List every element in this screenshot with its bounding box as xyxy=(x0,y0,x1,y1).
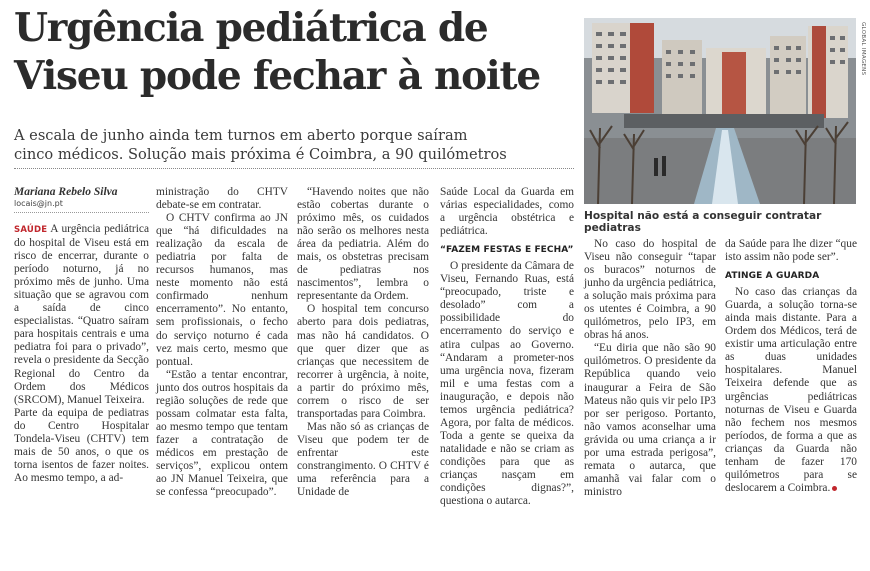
paragraph: ministração do CHTV debate-se em contratar. xyxy=(156,186,288,212)
article-column-6 xyxy=(725,238,857,495)
paragraph: Parte da equipa de pediatras do Centro Hospitalar Tondela-Viseu (CHTV) tem mais de 50 anos, o que os torna isentos de fazer noites. Ao mesmo tempo, a ad- xyxy=(14,406,149,484)
headline-line-1: Urgência pediátrica de xyxy=(14,5,488,51)
paragraph: O CHTV confirma ao JN que “há dificuldades na realização da escala de pediatria por falta de recursos humanos, mas neste momento não está confirmado nenhum encerramento”. No entanto, sem profissionais, o fecho do serviço noturno é cada vez mais certo, mesmo que pontual. xyxy=(156,212,288,368)
hospital-photo xyxy=(584,18,856,204)
article-column-1 xyxy=(14,223,149,485)
paragraph: “Eu diria que não são 90 quilómetros. O presidente da República quando veio inaugurar a Feira de São Mateus não quis vir pelo IP3 por ser perigoso. Portanto, não vamos aconselhar uma grávida ou uma criança a ir por uma estrada perigosa”, remata o autarca, que amanhã vai falar com o ministro xyxy=(584,342,716,498)
paragraph: Mas não só as crianças de Viseu que podem ter de enfrentar este constrangimento. O CHTV é uma referência para a Unidade de xyxy=(297,420,429,499)
paragraph: “Estão a tentar encontrar, junto dos outros hospitais da região soluções de rede que possam colmatar esta falta, ao mesmo tempo que tentam fazer a contratação de médicos em prestação de serviços”, explicou ontem ao JN Manuel Teixeira, que se confessa “preocupado”. xyxy=(156,368,288,499)
paragraph: “Havendo noites que não estão cobertas durante o próximo mês, os cuidados não serão os melhores nesta área da pediatria. Além do mais, os obstetras precisam de pediatras nos nascimentos”, lembra o representante da Ordem. xyxy=(297,186,429,303)
byline-divider xyxy=(14,212,149,213)
article-column-5 xyxy=(584,238,716,499)
article-column-2 xyxy=(156,186,288,499)
article-column-4 xyxy=(440,186,574,508)
lead-line-2: cinco médicos. Solução mais próxima é Coimbra, a 90 quilómetros xyxy=(14,146,507,163)
subheading: “FAZEM FESTAS E FECHA” xyxy=(440,245,574,256)
byline xyxy=(14,186,149,213)
section-kicker: SAÚDE xyxy=(14,225,48,235)
paragraph: O hospital tem concurso aberto para dois pediatras, mas não há candidatos. O que quer dizer que as crianças que necessitem de recorrer à urgência, à noite, a partir do próximo mês, correm o risco de ser transportadas para Coimbra. xyxy=(297,303,429,420)
paragraph: SAÚDE A urgência pediátrica do hospital de Viseu está em risco de encerrar, durante o período noturno, já no próximo mês de junho. Uma situação que se agravou com a saída de cinco especialistas. “Quatro saíram para hospitais centrais e uma pediatra foi para o privado”, revela o presidente da Secção Regional do Centro da Ordem dos Médicos (SRCOM), Manuel Teixeira. xyxy=(14,223,149,406)
paragraph: O presidente da Câmara de Viseu, Fernando Ruas, está “preocupado, triste e desolado” com a possibilidade do encerramento do serviço e atira culpas ao Governo. “Andaram a prometer-nos uma urgência nova, fizeram mil e uma festas com a inauguração, e depois não temos urgência pediátrica? Agora, por falta de médicos. Toda a gente se queixa da natalidade e não se criam as condições para que as crianças nasçam em condições dignas?”, questiona o autarca. xyxy=(440,260,574,508)
article-column-3 xyxy=(297,186,429,499)
paragraph: No caso do hospital de Viseu não conseguir “tapar os buracos” noturnos de junho da urgência pediátrica, a solução mais próxima para os utentes é Coimbra, a 90 quilómetros, pelo IP3, em obras há anos. xyxy=(584,238,716,342)
photo-credit: GLOBAL IMAGENS xyxy=(860,22,866,76)
headline-line-2: Viseu pode fechar à noite xyxy=(14,53,540,99)
paragraph: Saúde Local da Guarda em várias especialidades, como a urgência obstétrica e pediátrica. xyxy=(440,186,574,238)
paragraph: No caso das crianças da Guarda, a solução torna-se ainda mais distante. Para a Ordem dos Médicos, terá de existir uma articulação entre as duas unidades hospitalares. Manuel Teixeira defende que as urgências pediátricas noturnas de Viseu e Guarda não fechem nos mesmos períodos, de forma a que as crianças da Guarda não tenham de fazer 170 quilómetros para se deslocarem a Coimbra. xyxy=(725,286,857,494)
author-name: Mariana Rebelo Silva xyxy=(14,186,118,198)
lead-paragraph xyxy=(14,126,574,164)
headline xyxy=(14,4,574,100)
author-email: locais@jn.pt xyxy=(14,199,63,208)
paragraph: da Saúde para lhe dizer “que isto assim não pode ser”. xyxy=(725,238,857,264)
photo-caption: Hospital não está a conseguir contratar pediatras xyxy=(584,210,822,234)
subheading: ATINGE A GUARDA xyxy=(725,271,820,282)
end-mark-icon xyxy=(832,486,837,491)
lead-line-1: A escala de junho ainda tem turnos em aberto porque saíram xyxy=(14,127,468,144)
lead-divider xyxy=(14,168,574,169)
